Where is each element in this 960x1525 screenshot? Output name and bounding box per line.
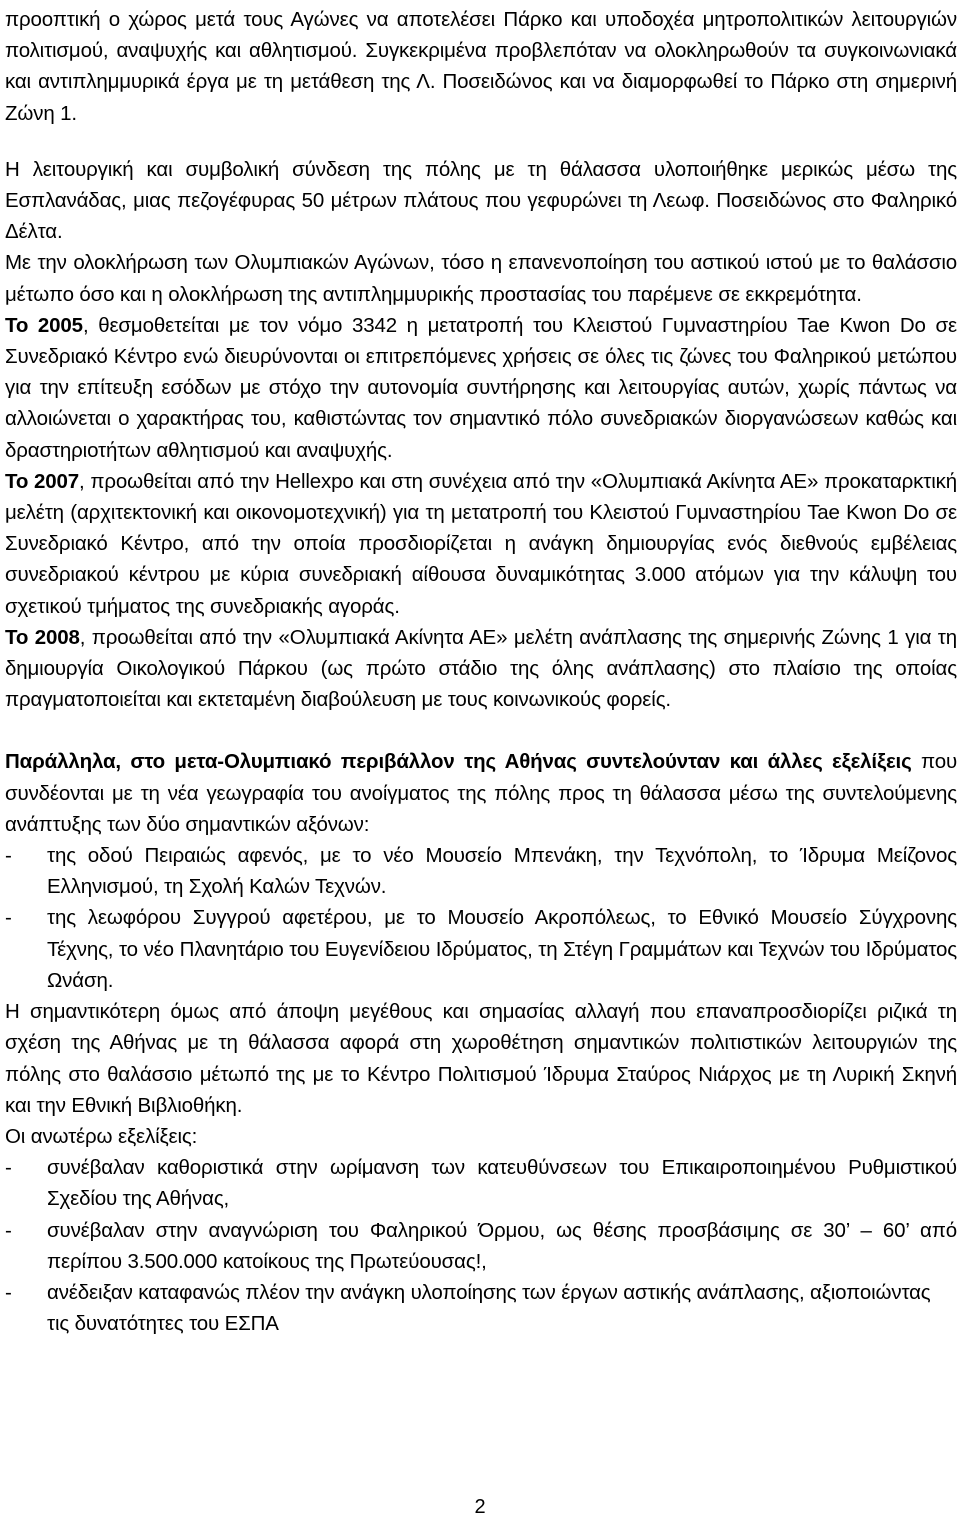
list-item — [5, 902, 957, 996]
paragraph-esplanade: Η λειτουργική και συμβολική σύνδεση της πόλης με τη θάλασσα υλοποιήθηκε μερικώς μέσω της Εσπλανάδας, μιας πεζογέφυρας 50 μέτρων πλάτους που γεφυρώνει τη Λεωφ. Ποσειδώνος στο Φαληρικό Δέλτα. — [5, 157, 957, 244]
year-2008-label: Το 2008 — [5, 625, 80, 649]
list-item-text: της οδού Πειραιώς αφενός, με το νέο Μουσείο Μπενάκη, την Τεχνόπολη, το Ίδρυμα Μείζονος Ελληνισμού, τη Σχολή Καλών Τεχνών. — [47, 844, 957, 899]
axes-list — [5, 840, 957, 996]
spacer — [5, 715, 957, 746]
list-item — [5, 1152, 957, 1214]
spacer — [5, 129, 957, 154]
list-dash: - — [5, 1218, 12, 1242]
page-number: 2 — [474, 1496, 486, 1518]
list-item — [5, 840, 957, 902]
parallel-developments-heading: Παράλληλα, στο μετα-Ολυμπιακό περιβάλλον της Αθήνας συντελούνταν και άλλες εξελίξεις — [5, 750, 912, 774]
paragraph-2005 — [5, 310, 957, 466]
results-list — [5, 1152, 957, 1339]
list-item-text: συνέβαλαν στην αναγνώριση του Φαληρικού Όρμου, ως θέσης προσβάσιμης σε 30’ – 60’ από περίπου 3.500.000 κατοίκους της Πρωτεύουσας!, — [47, 1218, 957, 1273]
list-dash: - — [5, 906, 12, 930]
paragraph-2007 — [5, 466, 957, 622]
year-2007-label: Το 2007 — [5, 469, 80, 493]
paragraph-park-prospect: προοπτική ο χώρος μετά τους Αγώνες να αποτελέσει Πάρκο και υποδοχέα μητροπολιτικών λειτουργιών πολιτισμού, αναψυχής και αθλητισμού. Συγκεκριμένα προβλεπόταν να ολοκληρωθούν τα συγκοινωνιακά και αντιπλημμυρικά έργα με τη μετάθεση της Λ. Ποσειδώνος και να διαμορφωθεί το Πάρκο στη σημερινή Ζώνη 1. — [5, 8, 957, 125]
paragraph-niarchos-center: Η σημαντικότερη όμως από άποψη μεγέθους και σημασίας αλλαγή που επαναπροσδιορίζει ριζικά τη σχέση της Αθήνας με τη θάλασσα αφορά στη χωροθέτηση σημαντικών πολιτιστικών λειτουργιών της πόλης στο θαλάσσιο μέτωπό της με το Κέντρο Πολιτισμού Ίδρυμα Σταύρος Νιάρχος με τη Λυρική Σκηνή και την Εθνική Βιβλιοθήκη. — [5, 1000, 957, 1117]
paragraph-2007-text: , προωθείται από την Hellexpo και στη συνέχεια από την «Ολυμπιακά Ακίνητα ΑΕ» προκαταρκτική μελέτη (αρχιτεκτονική και οικονομοτεχνική) για τη μετατροπή του Κλειστού Γυμναστηρίου Tae Kwon Do σε Συνεδριακό Κέντρο, από την οποία προσδιορίζεται η ανάγκη δημιουργίας ενός διεθνούς εμβέλειας συνεδριακού κέντρου με κύρια συνεδριακή αίθουσα δυναμικότητας 3.000 ατόμων για την κάλυψη του σχετικού τμήματος της συνεδριακής αγοράς. — [5, 469, 957, 618]
paragraph-2008 — [5, 622, 957, 716]
parallel-developments-text: που συνδέονται με τη νέα γεωγραφία του ανοίγματος της πόλης προς τη θάλασσα μέσω της συντελούμενης ανάπτυξης των δύο σημαντικών αξόνων: — [5, 750, 958, 836]
paragraph-2008-text: , προωθείται από την «Ολυμπιακά Ακίνητα ΑΕ» μελέτη ανάπλασης της σημερινής Ζώνης 1 για τη δημιουργία Οικολογικού Πάρκου (ως πρώτο στάδιο της όλης ανάπλασης) στο πλαίσιο της οποίας πραγματοποιείται και εκτεταμένη διαβούλευση με τους κοινωνικούς φορείς. — [5, 625, 957, 712]
list-item-text: της λεωφόρου Συγγρού αφετέρου, με το Μουσείο Ακροπόλεως, το Εθνικό Μουσείο Σύγχρονης Τέχνης, το νέο Πλανητάριο του Ευγενίδειου Ιδρύματος, τη Στέγη Γραμμάτων και Τεχνών του Ιδρύματος Ωνάση. — [47, 906, 957, 992]
list-dash: - — [5, 844, 12, 868]
paragraph-parallel-developments — [5, 746, 957, 840]
paragraph-olympic-completion: Με την ολοκλήρωση των Ολυμπιακών Αγώνων, τόσο η επανενοποίηση του αστικού ιστού με το θαλάσσιο μέτωπο όσο και η ολοκλήρωση της αντιπλημμυρικής προστασίας του παρέμενε σε εκκρεμότητα. — [5, 251, 957, 306]
year-2005-label: Το 2005 — [5, 313, 83, 337]
paragraph-developments-intro: Οι ανωτέρω εξελίξεις: — [5, 1124, 198, 1148]
list-dash: - — [5, 1280, 12, 1304]
paragraph-2005-text: , θεσμοθετείται με τον νόμο 3342 η μετατροπή του Κλειστού Γυμναστηρίου Tae Kwon Do σε Συνεδριακό Κέντρο ενώ διευρύνονται οι επιτρεπόμενες χρήσεις σε όλες τις ζώνες του Φαληρικού μετώπου για την επίτευξη εσόδων με στόχο την αυτονομία συντήρησης και λειτουργίας αυτών, χωρίς πάντως να αλλοιώνεται ο χαρακτήρας του, καθιστώντας τον σημαντικό πόλο συνεδριακών διοργανώσεων καθώς και δραστηριοτήτων αθλητισμού και αναψυχής. — [5, 313, 957, 462]
list-item — [5, 1277, 957, 1339]
document-body — [5, 4, 957, 1339]
list-item-text: ανέδειξαν καταφανώς πλέον την ανάγκη υλοποίησης των έργων αστικής ανάπλασης, αξιοποιώντας τις δυνατότητες του ΕΣΠΑ — [47, 1280, 931, 1336]
list-item — [5, 1215, 957, 1277]
list-dash: - — [5, 1156, 12, 1180]
list-item-text: συνέβαλαν καθοριστικά στην ωρίμανση των κατευθύνσεων του Επικαιροποιημένου Ρυθμιστικού Σχεδίου της Αθήνας, — [47, 1156, 957, 1211]
